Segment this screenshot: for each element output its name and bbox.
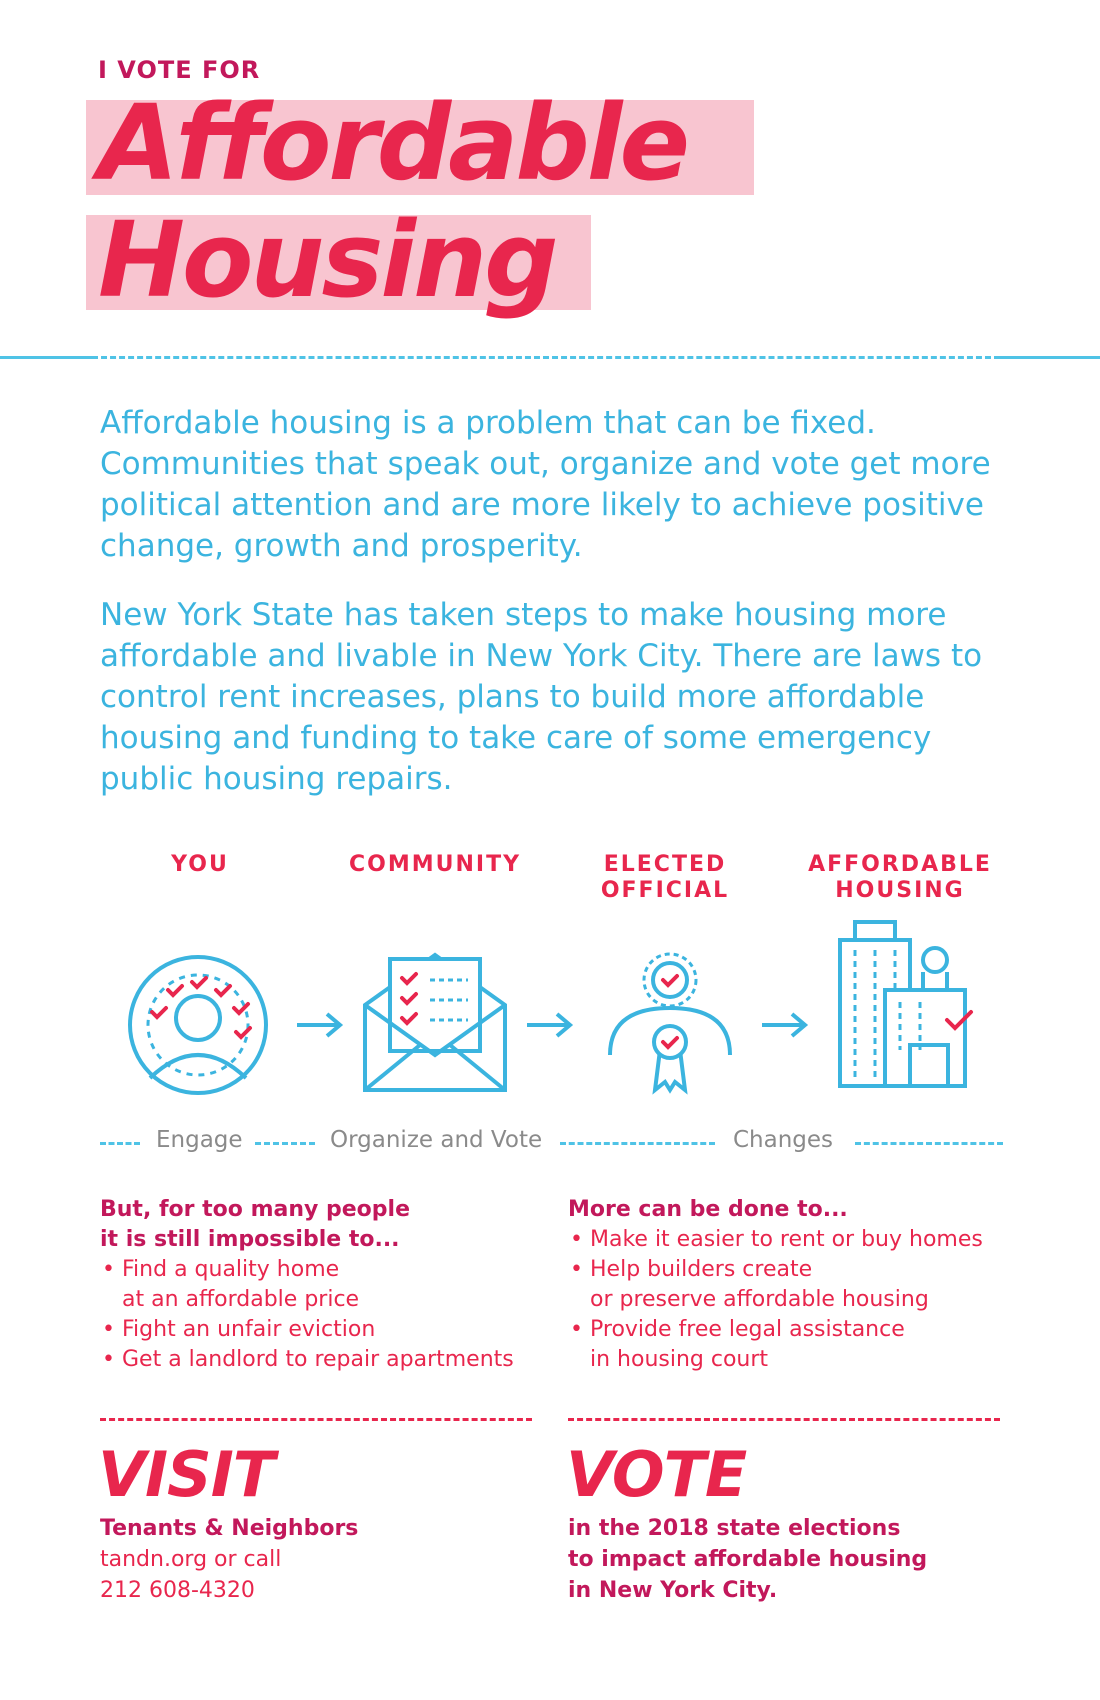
vote-line-3: in New York City. <box>568 1578 778 1603</box>
kicker-text: I VOTE FOR <box>98 56 261 84</box>
official-with-ribbon-icon <box>605 950 735 1095</box>
list-item: • Find a quality home at an affordable price <box>100 1255 540 1315</box>
vote-info <box>568 1513 1008 1606</box>
envelope-ballot-icon <box>360 945 510 1095</box>
nys-paragraph: New York State has taken steps to make housing more affordable and livable in New York City. There are laws to control rent increases, plans to build more affordable housing and funding to take care of some emergency public housing repairs. <box>100 597 983 797</box>
arrow-right-icon <box>525 1010 575 1040</box>
vote-title: VOTE <box>566 1438 747 1511</box>
divider-solid-right <box>1000 356 1100 359</box>
person-with-checks-icon <box>120 950 280 1100</box>
left-heading-2: it is still impossible to... <box>100 1227 400 1252</box>
right-column <box>568 1195 1008 1375</box>
divider-dashed <box>92 356 1000 359</box>
flow-dash <box>100 1142 140 1145</box>
list-item: • Provide free legal assistance in housing court <box>568 1315 1008 1375</box>
vote-line-1: in the 2018 state elections <box>568 1516 901 1541</box>
list-item: • Make it easier to rent or buy homes <box>568 1225 1008 1255</box>
visit-divider <box>100 1418 532 1421</box>
buildings-check-icon <box>835 920 985 1090</box>
title-line-2: Housing <box>98 199 556 321</box>
step-label-community: COMMUNITY <box>348 852 522 877</box>
step-label-elected-official: ELECTED OFFICIAL <box>600 852 730 903</box>
right-heading: More can be done to... <box>568 1197 848 1222</box>
step-label-affordable-housing: AFFORDABLE HOUSING <box>808 852 992 903</box>
vote-line-2: to impact affordable housing <box>568 1547 928 1572</box>
list-item: • Get a landlord to repair apartments <box>100 1345 540 1375</box>
left-list <box>100 1255 540 1375</box>
left-column <box>100 1195 540 1375</box>
arrow-right-icon <box>295 1010 345 1040</box>
flow-engage: Engage <box>156 1127 243 1153</box>
flow-changes: Changes <box>733 1127 834 1153</box>
flow-organize-and-vote: Organize and Vote <box>330 1127 543 1153</box>
arrow-right-icon <box>760 1010 810 1040</box>
vote-divider <box>568 1418 1000 1421</box>
visit-website-line[interactable]: tandn.org or call <box>100 1547 282 1572</box>
list-item: • Fight an unfair eviction <box>100 1315 540 1345</box>
flow-dash <box>560 1142 715 1145</box>
list-item: • Help builders create or preserve affordable housing <box>568 1255 1008 1315</box>
intro-paragraph: Affordable housing is a problem that can be fixed. Communities that speak out, organize and vote get more political attention and are more likely to achieve positive change, growth and prosperity. <box>100 405 991 564</box>
visit-info <box>100 1513 540 1606</box>
divider-solid-left <box>0 356 92 359</box>
visit-org: Tenants & Neighbors <box>100 1516 359 1541</box>
flow-dash <box>855 1142 1003 1145</box>
visit-phone[interactable]: 212 608-4320 <box>100 1578 255 1603</box>
visit-title: VISIT <box>98 1438 275 1511</box>
step-label-you: YOU <box>171 852 229 877</box>
right-list <box>568 1225 1008 1375</box>
flow-dash <box>255 1142 315 1145</box>
title-line-1: Affordable <box>98 82 687 204</box>
left-heading-1: But, for too many people <box>100 1197 410 1222</box>
